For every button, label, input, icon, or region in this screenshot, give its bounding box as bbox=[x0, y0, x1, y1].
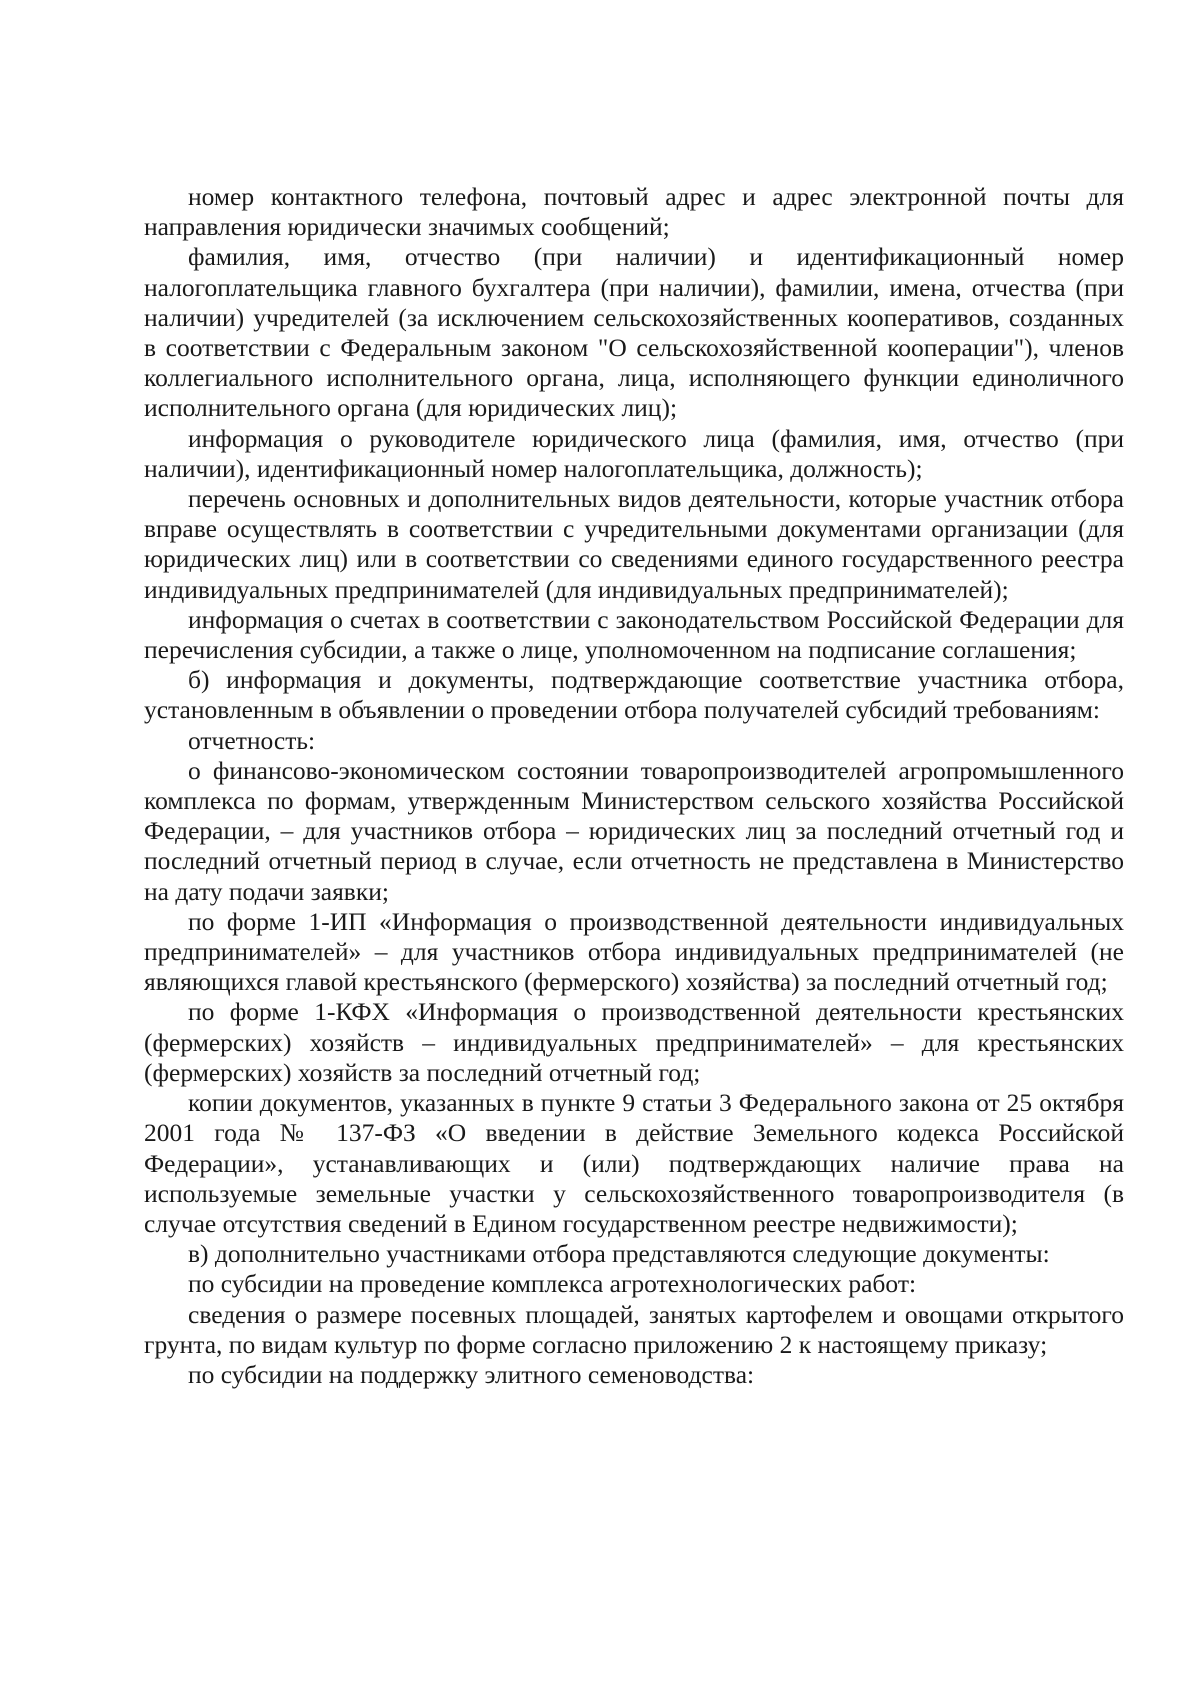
paragraph-land-documents: копии документов, указанных в пункте 9 статьи 3 Федерального закона от 25 октября 2001 года № 137-ФЗ «О введении в действие Земельного кодекса Российской Федерации», устанавливающих и (или) подтверждающих наличие права на используемые земельные участки у сельскохозяйственного товаропроизводителя (в случае отсутствия сведений в Едином государственном реестре недвижимости); bbox=[144, 1088, 1124, 1238]
paragraph-chief-accountant: фамилия, имя, отчество (при наличии) и идентификационный номер налогоплательщика главного бухгалтера (при наличии), фамилии, имена, отчества (при наличии) учредителей (за исключением сельскохозяйственных кооперативов, созданных в соответствии с Федеральным законом "О сельскохозяйственной кооперации"), членов коллегиального исполнительного органа, лица, исполняющего функции единоличного исполнительного органа (для юридических лиц); bbox=[144, 242, 1124, 423]
document-page bbox=[144, 182, 1124, 1390]
paragraph-activities: перечень основных и дополнительных видов деятельности, которые участник отбора вправе осуществлять в соответствии с учредительными документами организации (для юридических лиц) или в соответствии со сведениями единого государственного реестра индивидуальных предпринимателей (для индивидуальных предпринимателей); bbox=[144, 484, 1124, 604]
paragraph-form-1ip: по форме 1-ИП «Информация о производственной деятельности индивидуальных предпринимателей» – для участников отбора индивидуальных предпринимателей (не являющихся главой крестьянского (фермерского) хозяйства) за последний отчетный год; bbox=[144, 906, 1124, 997]
paragraph-item-b: б) информация и документы, подтверждающие соответствие участника отбора, установленным в объявлении о проведении отбора получателей субсидий требованиям: bbox=[144, 665, 1124, 725]
paragraph-financial-state: о финансово-экономическом состоянии товаропроизводителей агропромышленного комплекса по формам, утвержденным Министерством сельского хозяйства Российской Федерации, – для участников отбора – юридических лиц за последний отчетный год и последний отчетный период в случае, если отчетность не представлена в Министерство на дату подачи заявки; bbox=[144, 755, 1124, 906]
paragraph-reporting: отчетность: bbox=[188, 725, 316, 755]
paragraph-contact-info: номер контактного телефона, почтовый адрес и адрес электронной почты для направления юридически значимых сообщений; bbox=[144, 182, 1124, 242]
paragraph-agrotech-subsidy: по субсидии на проведение комплекса агротехнологических работ: bbox=[188, 1269, 917, 1299]
paragraph-item-v: в) дополнительно участниками отбора представляются следующие документы: bbox=[188, 1239, 1050, 1269]
paragraph-accounts: информация о счетах в соответствии с законодательством Российской Федерации для перечисления субсидии, а также о лице, уполномоченном на подписание соглашения; bbox=[144, 604, 1124, 665]
paragraph-head-info: информация о руководителе юридического лица (фамилия, имя, отчество (при наличии), идентификационный номер налогоплательщика, должность); bbox=[144, 423, 1124, 483]
paragraph-form-1kfh: по форме 1-КФХ «Информация о производственной деятельности крестьянских (фермерских) хозяйств – индивидуальных предпринимателей» – для крестьянских (фермерских) хозяйств за последний отчетный год; bbox=[144, 997, 1124, 1087]
paragraph-sown-areas: сведения о размере посевных площадей, занятых картофелем и овощами открытого грунта, по видам культур по форме согласно приложению 2 к настоящему приказу; bbox=[144, 1299, 1124, 1359]
paragraph-elite-seed-subsidy: по субсидии на поддержку элитного семеноводства: bbox=[188, 1359, 755, 1389]
